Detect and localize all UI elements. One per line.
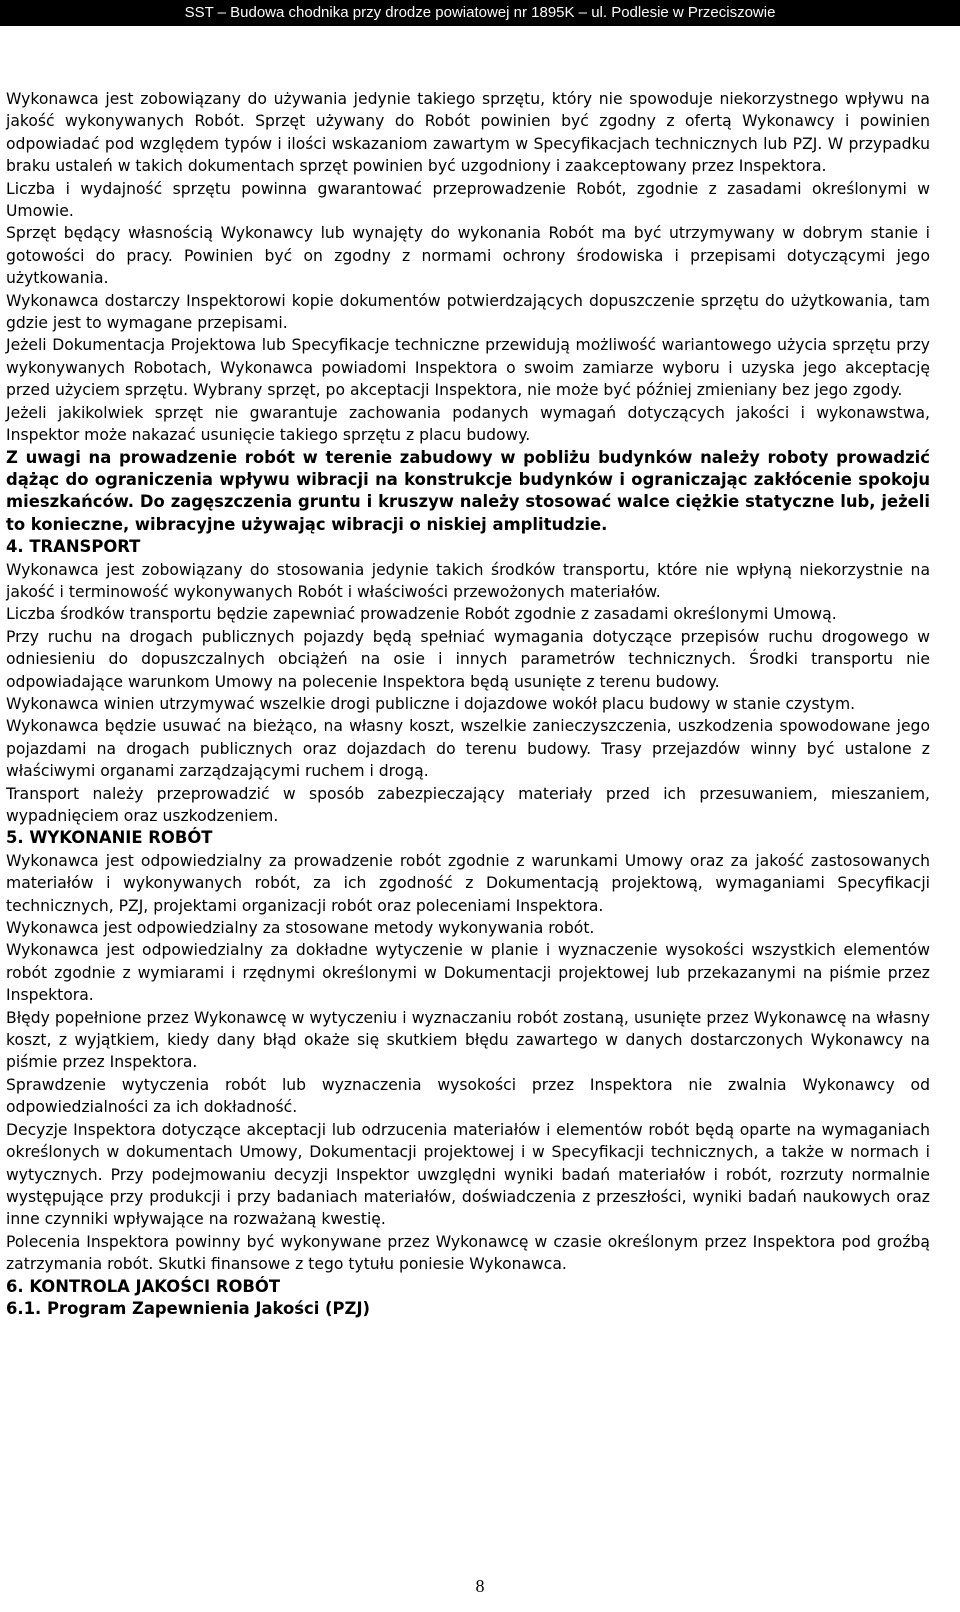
- document-body: [6, 88, 930, 1320]
- paragraph: Wykonawca jest zobowiązany do używania jedynie takiego sprzętu, który nie spowoduje niekorzystnego wpływu na jakość wykonywanych Robót. Sprzęt używany do Robót powinien być zgodny z ofertą Wykonawcy i powinien odpowiadać pod względem typów i ilości wskazaniom zawartym w Specyfikacjach technicznych lub PZJ. W przypadku braku ustaleń w takich dokumentach sprzęt powinien być uzgodniony i zaakceptowany przez Inspektora.: [6, 90, 930, 176]
- paragraph: Wykonawca dostarczy Inspektorowi kopie dokumentów potwierdzających dopuszczenie sprzętu do użytkowania, tam gdzie jest to wymagane przepisami.: [6, 291, 930, 333]
- paragraph: Decyzje Inspektora dotyczące akceptacji lub odrzucenia materiałów i elementów robót będą oparte na wymaganiach określonych w dokumentach Umowy, Dokumentacji projektowej i w Specyfikacji technicznych, a także w normach i wytycznych. Przy podejmowaniu decyzji Inspektor uwzględni wyniki badań materiałów i robót, rozrzuty normalnie występujące przy produkcji i przy badaniach materiałów, doświadczenia z przeszłości, wyniki badań naukowych oraz inne czynniki wpływające na rozważaną kwestię.: [6, 1120, 930, 1229]
- paragraph: Wykonawca jest zobowiązany do stosowania jedynie takich środków transportu, które nie wpłyną niekorzystnie na jakość i terminowość wykonywanych Robót i właściwości przewożonych materiałów.: [6, 560, 930, 601]
- paragraph: Wykonawca jest odpowiedzialny za dokładne wytyczenie w planie i wyznaczenie wysokości wszystkich elementów robót zgodnie z wymiarami i rzędnymi określonymi w Dokumentacji projektowej lub przekazanymi na piśmie przez Inspektora.: [6, 941, 930, 1005]
- section-heading-wykonanie: 5. WYKONANIE ROBÓT: [6, 828, 213, 848]
- paragraph: Liczba środków transportu będzie zapewniać prowadzenie Robót zgodnie z zasadami określonymi Umową.: [6, 605, 837, 624]
- paragraph: Wykonawca winien utrzymywać wszelkie drogi publiczne i dojazdowe wokół placu budowy w stanie czystym.: [6, 694, 856, 713]
- subsection-heading-pzj: 6.1. Program Zapewnienia Jakości (PZJ): [6, 1298, 371, 1318]
- page-number: 8: [475, 1576, 485, 1596]
- document-header: [0, 0, 960, 26]
- paragraph: Błędy popełnione przez Wykonawcę w wytyczeniu i wyznaczaniu robót zostaną, usunięte przez Wykonawcę na własny koszt, z wyjątkiem, kiedy dany błąd okaże się skutkiem błędu zawartego w danych dostarczonych Wykonawcy na piśmie przez Inspektora.: [6, 1008, 930, 1072]
- paragraph: Polecenia Inspektora powinny być wykonywane przez Wykonawcę w czasie określonym przez Inspektora pod groźbą zatrzymania robót. Skutki finansowe z tego tytułu poniesie Wykonawca.: [6, 1232, 930, 1274]
- paragraph: Przy ruchu na drogach publicznych pojazdy będą spełniać wymagania dotyczące przepisów ruchu drogowego w odniesieniu do dopuszczalnych obciążeń na osie i innych parametrów technicznych. Środki transportu nie odpowiadające warunkom Umowy na polecenie Inspektora będą usunięte z terenu budowy.: [6, 627, 930, 691]
- paragraph: Transport należy przeprowadzić w sposób zabezpieczający materiały przed ich przesuwaniem, mieszaniem, wypadnięciem oraz uszkodzeniem.: [6, 784, 930, 825]
- section-heading-kontrola: 6. KONTROLA JAKOŚCI ROBÓT: [6, 1276, 281, 1296]
- paragraph: Wykonawca jest odpowiedzialny za stosowane metody wykonywania robót.: [6, 919, 595, 938]
- section-heading-transport: 4. TRANSPORT: [6, 537, 141, 557]
- paragraph: Jeżeli Dokumentacja Projektowa lub Specyfikacje techniczne przewidują możliwość wariantowego użycia sprzętu przy wykonywanych Robotach, Wykonawca powiadomi Inspektora o swoim zamiarze wyboru i uzyska jego akceptację przed użyciem sprzętu. Wybrany sprzęt, po akceptacji Inspektora, nie może być później zmieniany bez jego zgody.: [6, 336, 930, 400]
- paragraph: Sprzęt będący własnością Wykonawcy lub wynajęty do wykonania Robót ma być utrzymywany w dobrym stanie i gotowości do pracy. Powinien być on zgodny z normami ochrony środowiska i przepisami dotyczącymi jego użytkowania.: [6, 224, 930, 288]
- paragraph: Sprawdzenie wytyczenia robót lub wyznaczenia wysokości przez Inspektora nie zwalnia Wykonawcy od odpowiedzialności za ich dokładność.: [6, 1075, 930, 1117]
- paragraph: Wykonawca będzie usuwać na bieżąco, na własny koszt, wszelkie zanieczyszczenia, uszkodzenia spowodowane jego pojazdami na drogach publicznych oraz dojazdach do terenu budowy. Trasy przejazdów winny być ustalone z właściwymi organami zarządzającymi ruchem i drogą.: [6, 717, 930, 781]
- paragraph: Liczba i wydajność sprzętu powinna gwarantować przeprowadzenie Robót, zgodnie z zasadami określonymi w Umowie.: [6, 179, 930, 221]
- bold-paragraph: Z uwagi na prowadzenie robót w terenie zabudowy w pobliżu budynków należy roboty prowadzić dążąc do ograniczenia wpływu wibracji na konstrukcje budynków i ograniczając zakłócenie spokoju mieszkańców. Do zagęszczenia gruntu i kruszyw należy stosować walce ciężkie statyczne lub, jeżeli to konieczne, wibracyjne używając wibracji o niskiej amplitudzie.: [6, 447, 930, 534]
- paragraph: Wykonawca jest odpowiedzialny za prowadzenie robót zgodnie z warunkami Umowy oraz za jakość zastosowanych materiałów i wykonywanych robót, za ich zgodność z Dokumentacją projektową, wymaganiami Specyfikacji technicznych, PZJ, projektami organizacji robót oraz poleceniami Inspektora.: [6, 851, 930, 915]
- paragraph: Jeżeli jakikolwiek sprzęt nie gwarantuje zachowania podanych wymagań dotyczących jakości i wykonawstwa, Inspektor może nakazać usunięcie takiego sprzętu z placu budowy.: [6, 403, 930, 445]
- header-title: SST – Budowa chodnika przy drodze powiatowej nr 1895K – ul. Podlesie w Przeciszowie: [184, 4, 776, 21]
